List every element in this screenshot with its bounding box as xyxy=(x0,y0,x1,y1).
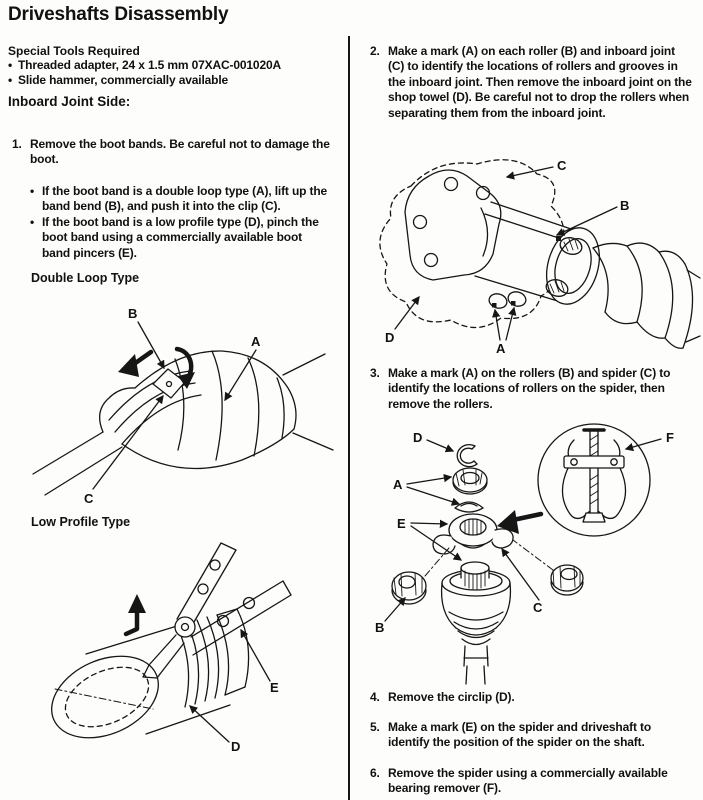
figure-label-c: C xyxy=(557,158,567,173)
page-title: Driveshafts Disassembly xyxy=(8,4,229,25)
step-5 xyxy=(370,720,696,751)
figure-label-e: E xyxy=(270,680,279,695)
step-6 xyxy=(370,766,696,797)
step-number: 4. xyxy=(370,690,380,704)
figure-label-d: D xyxy=(385,330,395,345)
figure-label-d: D xyxy=(413,430,423,445)
figure-caption-low-profile: Low Profile Type xyxy=(31,515,131,529)
figure-label-b: B xyxy=(375,620,385,635)
bullet-marker: • xyxy=(30,215,35,229)
figure-double-loop-type xyxy=(25,292,345,510)
section-heading: Inboard Joint Side: xyxy=(8,94,131,109)
step-number: 2. xyxy=(370,44,380,58)
special-tools-item xyxy=(8,73,338,88)
figure-label-d: D xyxy=(231,739,241,754)
figure-label-c: C xyxy=(84,491,94,506)
step-text: Make a mark (E) on the spider and driveshaft to identify the position of the spider on the shaft. xyxy=(388,720,652,750)
step-2 xyxy=(370,44,696,121)
figure-label-a: A xyxy=(251,334,261,349)
step-number: 5. xyxy=(370,720,380,734)
step-1-bullet xyxy=(30,215,332,261)
figure-low-profile-type xyxy=(25,537,345,793)
step-text: Make a mark (A) on each roller (B) and inboard joint (C) to identify the locations of rollers and grooves in the inboard joint. Then remove the inboard joint on the shop towel (D). Be careful not to drop the rollers when separating them from the inboard joint. xyxy=(388,44,692,120)
special-tools-item xyxy=(8,58,338,73)
bullet-marker: • xyxy=(8,58,13,72)
step-1 xyxy=(12,137,334,168)
figure-label-f: F xyxy=(666,430,674,445)
step-4 xyxy=(370,690,696,705)
special-tools-item-text: Slide hammer, commercially available xyxy=(18,73,229,87)
step-text: Remove the boot bands. Be careful not to damage the boot. xyxy=(30,137,330,167)
figure-caption-double-loop: Double Loop Type xyxy=(31,271,140,285)
step-number: 6. xyxy=(370,766,380,780)
step-number: 1. xyxy=(12,137,22,151)
bullet-marker: • xyxy=(30,184,35,198)
figure-label-b: B xyxy=(128,306,138,321)
step-number: 3. xyxy=(370,366,380,380)
step-1-bullet xyxy=(30,184,332,215)
step-3 xyxy=(370,366,696,412)
figure-label-a: A xyxy=(496,341,506,356)
special-tools-item-text: Threaded adapter, 24 x 1.5 mm 07XAC-001020A xyxy=(18,58,282,72)
step-text: Remove the spider using a commercially available bearing remover (F). xyxy=(388,766,668,796)
figure-spider-exploded xyxy=(363,418,701,684)
figure-label-c: C xyxy=(533,600,543,615)
figure-inboard-joint xyxy=(365,152,700,364)
column-divider xyxy=(348,36,350,800)
bullet-text: If the boot band is a double loop type (A), lift up the band bend (B), and push it into the clip (C). xyxy=(42,184,328,214)
bullet-marker: • xyxy=(8,73,13,87)
step-text: Make a mark (A) on the rollers (B) and spider (C) to identify the locations of rollers on the spider, then remove the rollers. xyxy=(388,366,671,411)
figure-label-b: B xyxy=(620,198,630,213)
step-text: Remove the circlip (D). xyxy=(388,690,515,704)
bullet-text: If the boot band is a low profile type (D), pinch the boot band using a commercially available boot band pincers (E). xyxy=(42,215,319,260)
special-tools-heading: Special Tools Required xyxy=(8,44,140,58)
figure-label-e: E xyxy=(397,516,406,531)
figure-label-a: A xyxy=(393,477,403,492)
